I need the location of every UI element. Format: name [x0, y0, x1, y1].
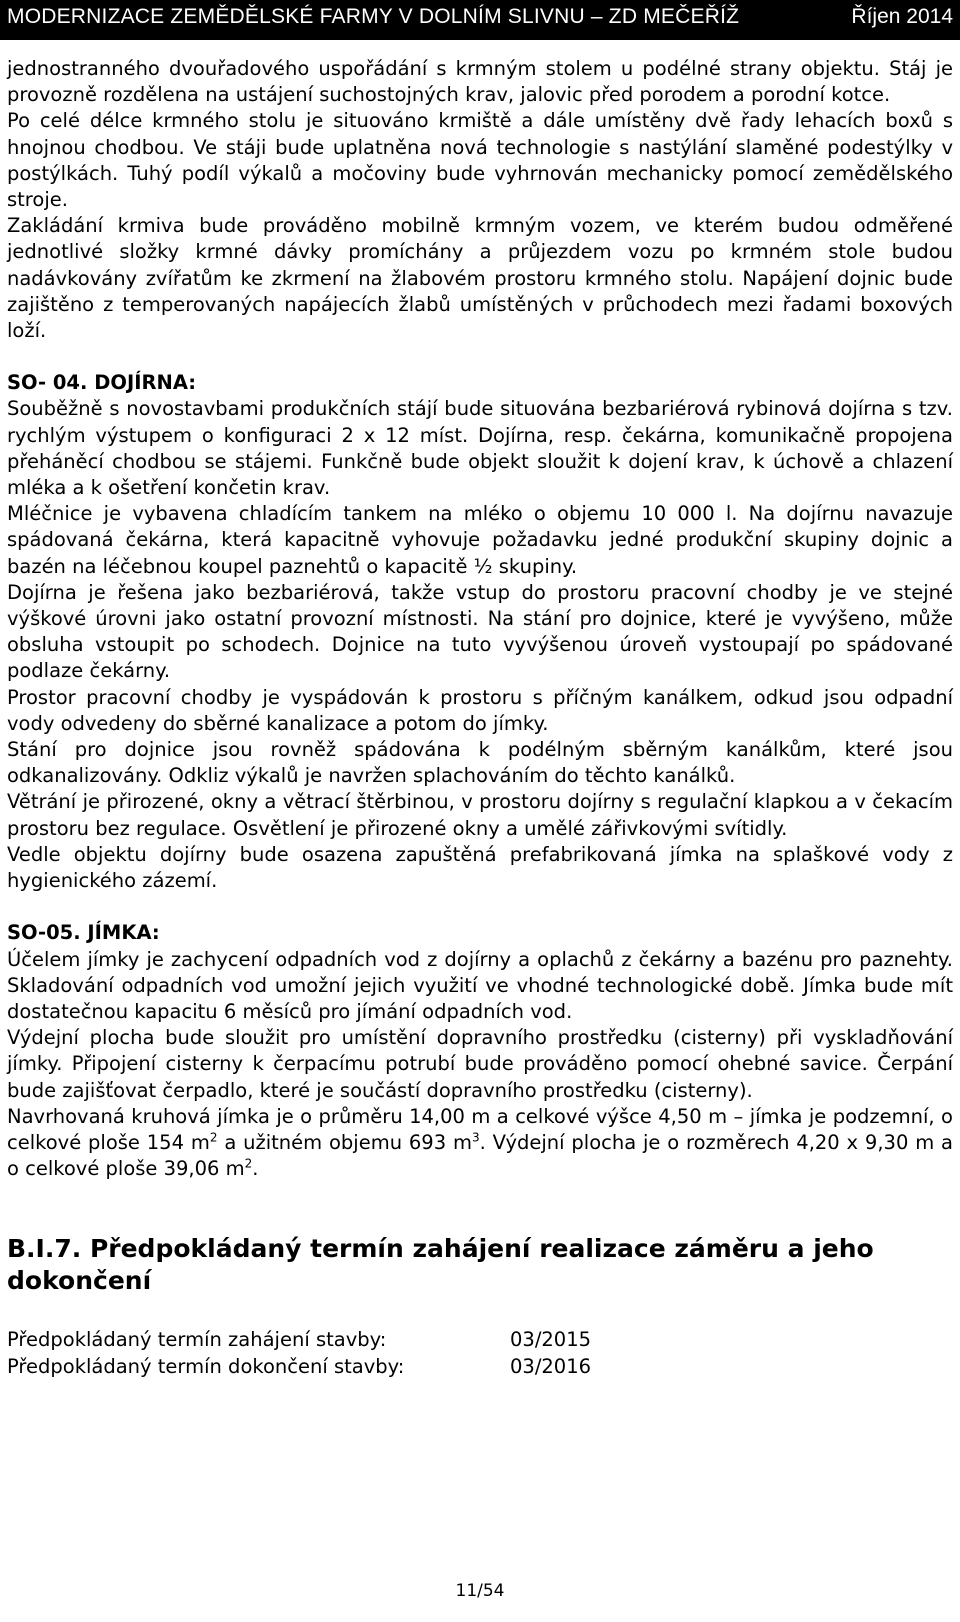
so05-text-part: a užitném objemu 693 m [217, 1130, 472, 1154]
intro-paragraph: Zakládání krmiva bude prováděno mobilně krmným vozem, ve kterém budou odměřené jednotlivé složky krmné dávky promíchány a průjezdem vozu po krmném stole budou nadávkovány zvířatům ke zkrmení na žlabovém prostoru krmného stolu. Napájení dojnic bude zajištěno z temperovaných napájecích žlabů umístěných v průchodech mezi řadami boxových loží. [7, 214, 953, 343]
section-b17-title: B.I.7. Předpokládaný termín zahájení realizace záměru a jeho dokončení [7, 1234, 874, 1296]
header-date: Říjen 2014 [851, 5, 953, 28]
schedule-row [7, 1354, 953, 1380]
superscript: 2 [244, 1156, 253, 1171]
so05-text-part: . Výdejní plocha je o rozměrech 4,20 x 9,30 m a o celkové ploše 39,06 m [7, 1130, 953, 1181]
page-number: 11/54 [455, 1581, 505, 1601]
so04-heading-code: SO- 04. [7, 371, 88, 395]
so05-paragraph: Účelem jímky je zachycení odpadních vod z dojírny a oplachů z čekárny a bazénu pro paznehty. Skladování odpadních vod umožní jejich využití ve vhodné technologické době. Jímka bude mít dostatečnou kapacitu 6 měsíců pro jímání odpadních vod. [7, 947, 953, 1023]
so04-heading [7, 370, 953, 396]
superscript: 3 [471, 1130, 480, 1145]
so04-paragraph: Mléčnice je vybavena chladícím tankem na mléko o objemu 10 000 l. Na dojírnu navazuje spádovaná čekárna, která kapacitně vyhovuje požadavku jedné produkční skupiny dojnic a bazén na léčebnou koupel paznehtů o kapacitě ½ skupiny. [7, 502, 953, 578]
so04-paragraph: Prostor pracovní chodby je vyspádován k prostoru s příčným kanálkem, odkud jsou odpadní vody odvedeny do sběrné kanalizace a potom do jímky. [7, 685, 953, 735]
so04-paragraph: Větrání je přirozené, okny a větrací štěrbinou, v prostoru dojírny s regulační klapkou a v čekacím prostoru bez regulace. Osvětlení je přirozené okny a umělé zářivkovými svítidly. [7, 790, 953, 840]
page-header [0, 0, 960, 40]
superscript: 2 [209, 1130, 218, 1145]
so05-text-part: Navrhovaná kruhová jímka je o průměru 14,00 m a celkové výšce 4,50 m – jímka je podzemní, o celkové ploše 154 m [7, 1104, 953, 1154]
so05-heading [7, 920, 953, 946]
so04-paragraph: Dojírna je řešena jako bezbariérová, takže vstup do prostoru pracovní chodby je ve stejné výškové úrovni jako ostatní provozní místnosti. Na stání pro dojnice, které je vyvýšeno, může obsluha vstoupit po schodech. Dojnice na tuto vyvýšenou úroveň vystoupají po spádované podlaze čekárny. [7, 580, 953, 683]
schedule-label: Předpokládaný termín dokončení stavby: [7, 1354, 405, 1378]
schedule-table [7, 1327, 953, 1379]
schedule-value: 03/2016 [510, 1354, 592, 1378]
intro-paragraph: Po celé délce krmného stolu je situováno krmiště a dále umístěny dvě řady lehacích boxů s hnojnou chodbou. Ve stáji bude uplatněna nová technologie s nastýlání slaměné podestýlky v postýlkách. Tuhý podíl výkalů a močoviny bude vyhrnován mechanicky pomocí zemědělského stroje. [7, 109, 953, 212]
so05-heading-code: SO-05. [7, 921, 81, 945]
schedule-value: 03/2015 [510, 1328, 592, 1352]
so04-paragraph: Souběžně s novostavbami produkčních stájí bude situována bezbariérová rybinová dojírna s tzv. rychlým výstupem o konfiguraci 2 x 12 míst. Dojírna, resp. čekárna, komunikačně propojena přeháněcí chodbou se stájemi. Funkčně bude objekt sloužit k dojení krav, k úchově a chlazení mléka a k ošetření končetin krav. [7, 397, 953, 500]
intro-paragraph: jednostranného dvouřadového uspořádání s krmným stolem u podélné strany objektu. Stáj je provozně rozdělena na ustájení suchostojných krav, jalovic před porodem a porodní kotce. [7, 57, 953, 107]
so05-dimensions-paragraph [7, 1104, 953, 1183]
so05-paragraph: Výdejní plocha bude sloužit pro umístění dopravního prostředku (cisterny) při vyskladňování jímky. Připojení cisterny k čerpacímu potrubí bude prováděno pomocí ohebné savice. Čerpání bude zajišťovat čerpadlo, které je součástí dopravního prostředku (cisterny). [7, 1026, 953, 1102]
so04-paragraph: Vedle objektu dojírny bude osazena zapuštěná prefabrikovaná jímka na splaškové vody z hygienického zázemí. [7, 842, 953, 893]
so04-heading-title: DOJÍRNA: [94, 371, 197, 395]
schedule-row [7, 1327, 953, 1353]
header-project-title: MODERNIZACE ZEMĚDĚLSKÉ FARMY V DOLNÍM SLIVNU – ZD MEČEŘÍŽ [7, 5, 740, 28]
so05-text-part: . [252, 1157, 259, 1181]
so05-heading-title: JÍMKA: [87, 921, 160, 945]
schedule-label: Předpokládaný termín zahájení stavby: [7, 1328, 387, 1352]
so04-paragraph: Stání pro dojnice jsou rovněž spádována k podélným sběrným kanálkům, které jsou odkanalizovány. Odkliz výkalů je navržen splachováním do těchto kanálků. [7, 738, 953, 788]
document-body [7, 56, 953, 1380]
